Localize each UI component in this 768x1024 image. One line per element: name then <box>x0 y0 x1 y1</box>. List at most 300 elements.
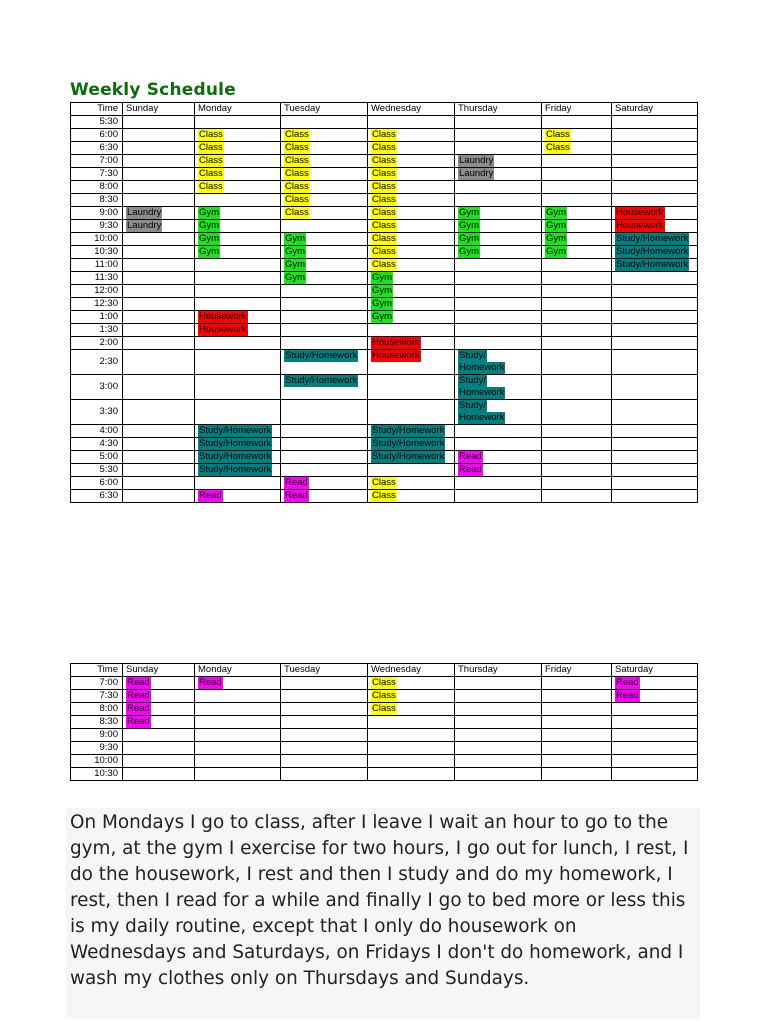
schedule-cell <box>195 768 281 781</box>
schedule-cell <box>612 207 698 220</box>
schedule-cell <box>455 490 542 503</box>
schedule-cell <box>195 451 281 464</box>
activity-label: Study/Homework <box>199 425 272 436</box>
schedule-cell <box>455 464 542 477</box>
table-row <box>71 375 698 400</box>
activity-label: Gym <box>199 233 220 244</box>
table-row <box>71 233 698 246</box>
weekly-schedule-table <box>70 102 698 503</box>
table-row <box>71 207 698 220</box>
schedule-cell <box>542 375 612 400</box>
schedule-cell <box>542 285 612 298</box>
schedule-cell <box>123 425 195 438</box>
schedule-cell <box>542 438 612 451</box>
activity-label: Class <box>199 142 223 153</box>
activity-label: Class <box>372 181 396 192</box>
time-cell: 9:30 <box>71 742 123 755</box>
schedule-cell <box>455 690 542 703</box>
schedule-cell <box>281 155 368 168</box>
schedule-cell <box>195 742 281 755</box>
schedule-cell <box>195 464 281 477</box>
schedule-cell <box>281 742 368 755</box>
column-header-wednesday: Wednesday <box>368 664 455 677</box>
activity-label: Study/Homework <box>372 438 445 449</box>
schedule-cell <box>195 690 281 703</box>
activity-label: Housework <box>616 207 664 218</box>
schedule-cell <box>612 716 698 729</box>
schedule-cell <box>195 194 281 207</box>
schedule-cell <box>455 142 542 155</box>
schedule-cell <box>455 375 542 400</box>
schedule-cell <box>612 375 698 400</box>
schedule-cell <box>612 181 698 194</box>
activity-label: Gym <box>546 220 567 231</box>
table-row <box>71 690 698 703</box>
routine-paragraph: On Mondays I go to class, after I leave I wait an hour to go to the gym, at the gym I exercise for two hours, I go out for lunch, I rest, I do the housework, I rest and then I study and do my homework, I rest, then I read for a while and finally I go to bed more or less this is my daily routine, except that I only do housework on Wednesdays and Saturdays, on Fridays I don't do homework, and I wash my clothes only on Thursdays and Sundays. <box>66 808 700 1018</box>
activity-label: Class <box>372 155 396 166</box>
schedule-cell <box>455 207 542 220</box>
schedule-cell <box>281 220 368 233</box>
schedule-cell <box>123 729 195 742</box>
schedule-cell <box>281 194 368 207</box>
activity-label: Study/ <box>459 375 486 386</box>
activity-label: Class <box>372 129 396 140</box>
time-cell: 6:30 <box>71 490 123 503</box>
schedule-cell <box>123 116 195 129</box>
schedule-cell <box>368 337 455 350</box>
time-cell: 8:00 <box>71 703 123 716</box>
time-cell: 11:00 <box>71 259 123 272</box>
schedule-cell <box>368 116 455 129</box>
schedule-cell <box>281 272 368 285</box>
schedule-cell <box>612 451 698 464</box>
time-cell: 3:30 <box>71 400 123 425</box>
schedule-cell <box>368 129 455 142</box>
activity-label: Class <box>372 477 396 488</box>
time-cell: 12:00 <box>71 285 123 298</box>
table-row <box>71 716 698 729</box>
schedule-cell <box>195 477 281 490</box>
schedule-cell <box>612 220 698 233</box>
activity-label: Study/Homework <box>616 233 689 244</box>
schedule-cell <box>195 438 281 451</box>
table-row <box>71 425 698 438</box>
schedule-cell <box>123 220 195 233</box>
schedule-cell <box>612 703 698 716</box>
schedule-cell <box>195 324 281 337</box>
activity-label: Study/Homework <box>285 350 358 361</box>
schedule-cell <box>281 464 368 477</box>
table-row <box>71 490 698 503</box>
activity-label: Gym <box>285 259 306 270</box>
schedule-cell <box>612 142 698 155</box>
schedule-cell <box>612 246 698 259</box>
activity-label: Study/Homework <box>199 438 272 449</box>
schedule-cell <box>368 690 455 703</box>
schedule-cell <box>612 690 698 703</box>
activity-label: Class <box>372 194 396 205</box>
activity-label: Study/Homework <box>616 246 689 257</box>
column-header-saturday: Saturday <box>612 103 698 116</box>
schedule-cell <box>123 768 195 781</box>
activity-label: Class <box>546 142 570 153</box>
schedule-cell <box>123 677 195 690</box>
schedule-cell <box>455 194 542 207</box>
schedule-cell <box>612 311 698 324</box>
schedule-cell <box>195 142 281 155</box>
schedule-cell <box>195 716 281 729</box>
schedule-cell <box>123 464 195 477</box>
schedule-cell <box>542 400 612 425</box>
activity-label: Read <box>285 477 308 488</box>
schedule-cell <box>195 298 281 311</box>
schedule-cell <box>455 129 542 142</box>
activity-label: Study/Homework <box>616 259 689 270</box>
schedule-cell <box>195 311 281 324</box>
schedule-cell <box>281 755 368 768</box>
schedule-cell <box>368 272 455 285</box>
schedule-cell <box>281 716 368 729</box>
schedule-cell <box>455 298 542 311</box>
schedule-cell <box>195 272 281 285</box>
schedule-cell <box>195 181 281 194</box>
schedule-cell <box>612 677 698 690</box>
column-header-time: Time <box>71 103 123 116</box>
schedule-cell <box>455 703 542 716</box>
schedule-cell <box>368 350 455 375</box>
schedule-cell <box>455 168 542 181</box>
schedule-cell <box>612 742 698 755</box>
schedule-cell <box>195 233 281 246</box>
schedule-cell <box>368 375 455 400</box>
table-row <box>71 168 698 181</box>
schedule-cell <box>281 259 368 272</box>
schedule-cell <box>281 142 368 155</box>
activity-label: Class <box>546 129 570 140</box>
activity-label: Study/Homework <box>199 464 272 475</box>
activity-label: Read <box>127 690 150 701</box>
evening-schedule-table <box>70 663 698 781</box>
column-header-sunday: Sunday <box>123 103 195 116</box>
activity-label: Gym <box>285 246 306 257</box>
activity-label: Read <box>285 490 308 501</box>
activity-label: Gym <box>372 285 393 296</box>
schedule-cell <box>281 324 368 337</box>
activity-label: Class <box>285 207 309 218</box>
table-row <box>71 400 698 425</box>
schedule-cell <box>542 116 612 129</box>
schedule-cell <box>612 155 698 168</box>
schedule-cell <box>455 324 542 337</box>
schedule-cell <box>368 451 455 464</box>
column-header-monday: Monday <box>195 103 281 116</box>
schedule-cell <box>542 742 612 755</box>
schedule-cell <box>542 768 612 781</box>
activity-label: Class <box>199 155 223 166</box>
schedule-cell <box>281 400 368 425</box>
schedule-cell <box>542 324 612 337</box>
time-cell: 2:30 <box>71 350 123 375</box>
schedule-cell <box>195 490 281 503</box>
schedule-cell <box>368 168 455 181</box>
schedule-cell <box>281 207 368 220</box>
schedule-cell <box>123 259 195 272</box>
column-header-thursday: Thursday <box>455 103 542 116</box>
time-cell: 9:00 <box>71 729 123 742</box>
schedule-cell <box>542 194 612 207</box>
schedule-cell <box>455 400 542 425</box>
activity-label: Read <box>459 451 482 462</box>
time-cell: 3:00 <box>71 375 123 400</box>
schedule-cell <box>455 742 542 755</box>
schedule-cell <box>542 350 612 375</box>
time-cell: 7:00 <box>71 155 123 168</box>
schedule-cell <box>455 438 542 451</box>
activity-label: Laundry <box>459 155 494 166</box>
activity-label: Gym <box>199 220 220 231</box>
activity-label: Gym <box>459 246 480 257</box>
schedule-cell <box>455 116 542 129</box>
activity-label: Read <box>199 677 222 688</box>
schedule-cell <box>612 477 698 490</box>
schedule-cell <box>195 285 281 298</box>
header-row <box>71 103 698 116</box>
activity-label: Read <box>127 677 150 688</box>
schedule-cell <box>368 477 455 490</box>
schedule-cell <box>123 477 195 490</box>
schedule-cell <box>542 272 612 285</box>
schedule-cell <box>123 742 195 755</box>
schedule-cell <box>281 129 368 142</box>
schedule-cell <box>455 181 542 194</box>
activity-label: Class <box>199 129 223 140</box>
time-cell: 10:30 <box>71 768 123 781</box>
schedule-cell <box>368 220 455 233</box>
schedule-cell <box>612 233 698 246</box>
table-row <box>71 477 698 490</box>
schedule-cell <box>195 168 281 181</box>
schedule-cell <box>195 677 281 690</box>
schedule-cell <box>195 703 281 716</box>
schedule-cell <box>455 729 542 742</box>
schedule-cell <box>612 116 698 129</box>
table-row <box>71 324 698 337</box>
schedule-cell <box>195 220 281 233</box>
table-row <box>71 464 698 477</box>
activity-label: Gym <box>372 298 393 309</box>
activity-label: Read <box>127 716 150 727</box>
activity-label: Laundry <box>459 168 494 179</box>
schedule-cell <box>542 490 612 503</box>
schedule-cell <box>455 155 542 168</box>
schedule-cell <box>281 350 368 375</box>
activity-label: Read <box>616 690 639 701</box>
table-row <box>71 742 698 755</box>
schedule-cell <box>195 207 281 220</box>
schedule-cell <box>123 350 195 375</box>
header-row <box>71 664 698 677</box>
activity-label: Gym <box>459 233 480 244</box>
schedule-cell <box>368 490 455 503</box>
time-cell: 4:30 <box>71 438 123 451</box>
activity-label: Read <box>199 490 222 501</box>
schedule-cell <box>368 400 455 425</box>
schedule-cell <box>455 246 542 259</box>
activity-label: Class <box>285 168 309 179</box>
schedule-cell <box>281 768 368 781</box>
schedule-cell <box>281 168 368 181</box>
time-cell: 7:30 <box>71 690 123 703</box>
schedule-cell <box>455 311 542 324</box>
schedule-cell <box>281 425 368 438</box>
activity-label: Gym <box>199 246 220 257</box>
time-cell: 4:00 <box>71 425 123 438</box>
schedule-title: Weekly Schedule <box>70 80 236 100</box>
schedule-cell <box>195 337 281 350</box>
schedule-cell <box>612 490 698 503</box>
table-row <box>71 155 698 168</box>
schedule-cell <box>368 438 455 451</box>
schedule-cell <box>195 129 281 142</box>
schedule-cell <box>123 142 195 155</box>
schedule-cell <box>368 703 455 716</box>
schedule-cell <box>281 181 368 194</box>
column-header-thursday: Thursday <box>455 664 542 677</box>
activity-label: Study/Homework <box>372 425 445 436</box>
schedule-cell <box>542 155 612 168</box>
time-cell: 10:30 <box>71 246 123 259</box>
time-cell: 6:30 <box>71 142 123 155</box>
schedule-cell <box>195 116 281 129</box>
table-row <box>71 142 698 155</box>
table-row <box>71 181 698 194</box>
activity-label: Class <box>285 129 309 140</box>
schedule-cell <box>542 181 612 194</box>
schedule-cell <box>368 207 455 220</box>
schedule-cell <box>368 768 455 781</box>
activity-label: Class <box>372 246 396 257</box>
schedule-cell <box>612 729 698 742</box>
table-row <box>71 116 698 129</box>
schedule-cell <box>455 350 542 375</box>
schedule-cell <box>612 400 698 425</box>
activity-label: Read <box>459 464 482 475</box>
schedule-cell <box>195 155 281 168</box>
table-row <box>71 311 698 324</box>
time-cell: 6:00 <box>71 129 123 142</box>
column-header-friday: Friday <box>542 664 612 677</box>
schedule-cell <box>542 755 612 768</box>
table-row <box>71 246 698 259</box>
schedule-cell <box>542 425 612 438</box>
schedule-cell <box>123 311 195 324</box>
table-row <box>71 755 698 768</box>
column-header-time: Time <box>71 664 123 677</box>
schedule-cell <box>368 677 455 690</box>
schedule-cell <box>281 116 368 129</box>
activity-label: Study/Homework <box>199 451 272 462</box>
table-row <box>71 438 698 451</box>
activity-label: Laundry <box>127 220 162 231</box>
schedule-cell <box>542 690 612 703</box>
table-row <box>71 768 698 781</box>
table-row <box>71 451 698 464</box>
schedule-cell <box>123 168 195 181</box>
activity-label: Gym <box>459 220 480 231</box>
schedule-cell <box>612 298 698 311</box>
schedule-cell <box>368 142 455 155</box>
activity-label: Study/ <box>459 400 486 411</box>
activity-label: Housework <box>199 324 247 335</box>
time-cell: 5:30 <box>71 464 123 477</box>
schedule-cell <box>281 375 368 400</box>
schedule-cell <box>542 464 612 477</box>
schedule-cell <box>455 716 542 729</box>
schedule-cell <box>281 246 368 259</box>
schedule-cell <box>123 155 195 168</box>
schedule-cell <box>123 490 195 503</box>
schedule-cell <box>612 259 698 272</box>
schedule-cell <box>542 477 612 490</box>
time-cell: 6:00 <box>71 477 123 490</box>
time-cell: 1:00 <box>71 311 123 324</box>
time-cell: 9:30 <box>71 220 123 233</box>
schedule-cell <box>123 272 195 285</box>
schedule-cell <box>368 155 455 168</box>
schedule-cell <box>612 272 698 285</box>
time-cell: 10:00 <box>71 233 123 246</box>
table-row <box>71 259 698 272</box>
schedule-cell <box>368 311 455 324</box>
schedule-cell <box>612 438 698 451</box>
schedule-cell <box>542 703 612 716</box>
table-row <box>71 285 698 298</box>
time-cell: 8:30 <box>71 194 123 207</box>
table-row <box>71 677 698 690</box>
time-cell: 2:00 <box>71 337 123 350</box>
schedule-cell <box>542 451 612 464</box>
schedule-cell <box>368 246 455 259</box>
schedule-cell <box>542 246 612 259</box>
table-row <box>71 350 698 375</box>
schedule-cell <box>281 311 368 324</box>
activity-label: Read <box>127 703 150 714</box>
activity-label: Class <box>199 168 223 179</box>
time-cell: 7:30 <box>71 168 123 181</box>
schedule-cell <box>542 168 612 181</box>
schedule-cell <box>281 438 368 451</box>
activity-label: Class <box>285 155 309 166</box>
schedule-cell <box>281 477 368 490</box>
time-cell: 7:00 <box>71 677 123 690</box>
activity-label: Gym <box>372 311 393 322</box>
schedule-cell <box>455 259 542 272</box>
activity-label: Class <box>372 142 396 153</box>
schedule-cell <box>455 285 542 298</box>
schedule-cell <box>612 755 698 768</box>
activity-label: Housework <box>616 220 664 231</box>
table-row <box>71 729 698 742</box>
schedule-cell <box>195 729 281 742</box>
schedule-cell <box>281 729 368 742</box>
table-row <box>71 194 698 207</box>
schedule-cell <box>123 690 195 703</box>
schedule-cell <box>455 272 542 285</box>
time-cell: 9:00 <box>71 207 123 220</box>
activity-label: Gym <box>285 233 306 244</box>
schedule-cell <box>612 464 698 477</box>
schedule-cell <box>281 690 368 703</box>
